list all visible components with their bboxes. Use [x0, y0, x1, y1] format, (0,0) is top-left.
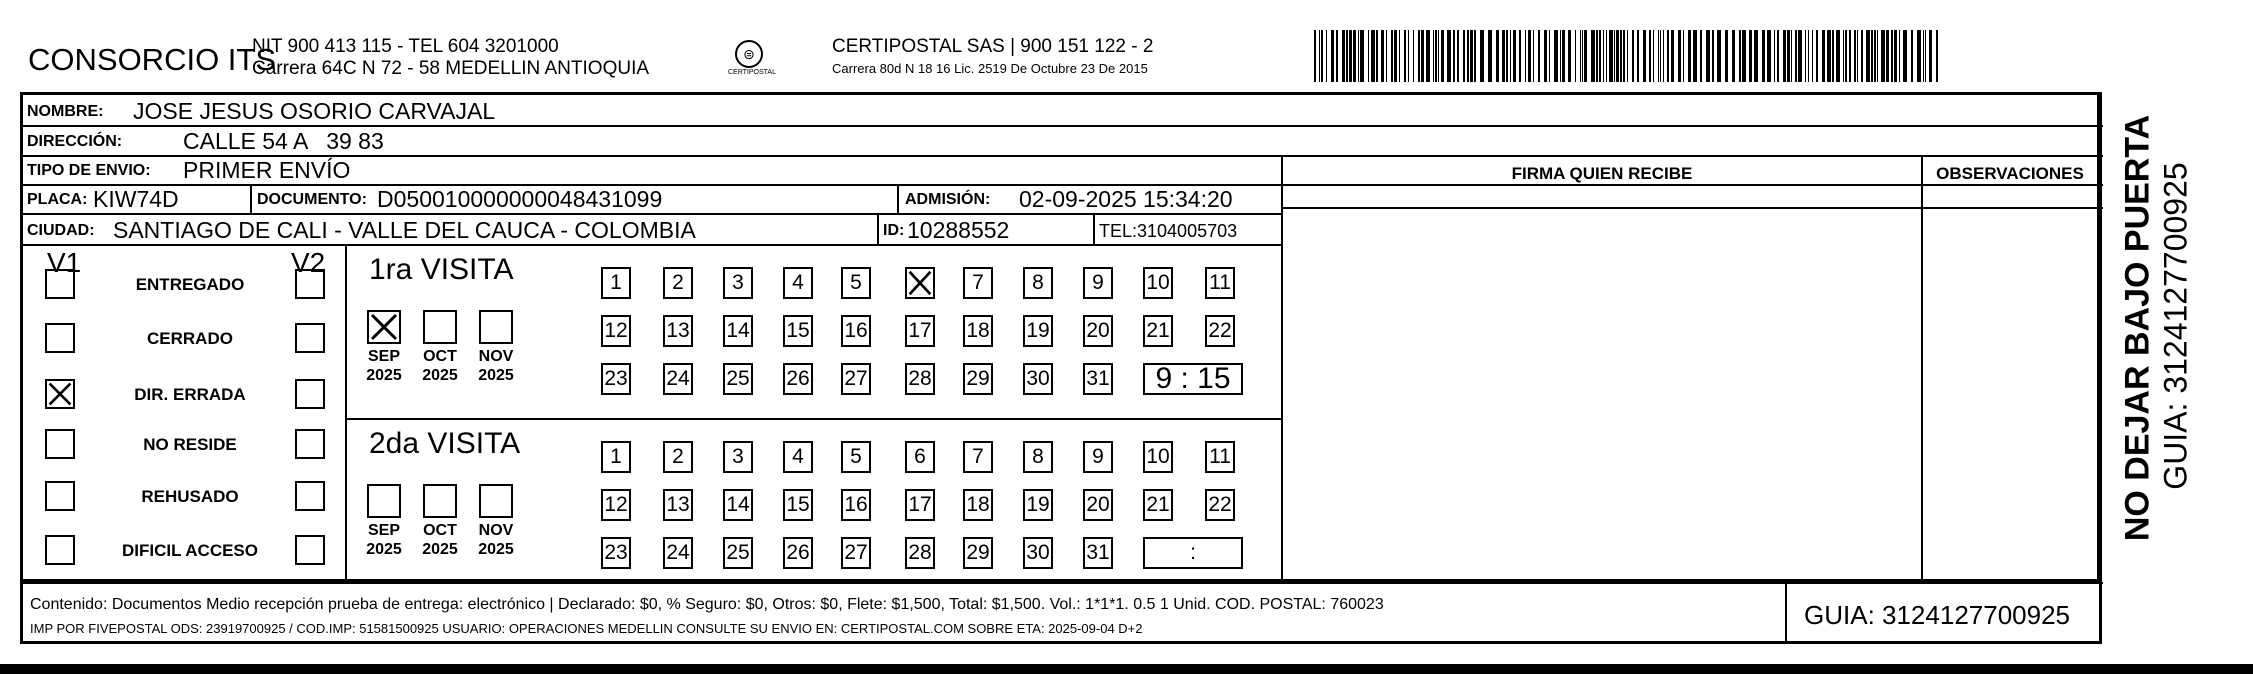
day-box[interactable]: 26: [783, 537, 813, 569]
admision-label: ADMISIÓN:: [905, 191, 991, 208]
day-box[interactable]: 29: [963, 363, 993, 395]
day-box[interactable]: 24: [663, 363, 693, 395]
firma-header: FIRMA QUIEN RECIBE: [1511, 164, 1693, 183]
month-year: 2025: [422, 541, 458, 558]
day-box[interactable]: 20: [1083, 489, 1113, 521]
certipostal-info: [832, 36, 1153, 80]
day-box[interactable]: [905, 267, 935, 299]
day-box[interactable]: 22: [1205, 315, 1235, 347]
month-name: NOV: [478, 522, 514, 539]
visit1-title: 1ra VISITA: [369, 253, 514, 286]
direccion-label: DIRECCIÓN:: [27, 133, 123, 150]
status-label: NO RESIDE: [143, 435, 237, 454]
col-divider: [2097, 95, 2099, 582]
status-label: REHUSADO: [141, 487, 239, 506]
shipping-form: [20, 92, 2102, 582]
admision-value: 02-09-2025 15:34:20: [1019, 186, 1233, 212]
side-guia: GUIA: 3124127700925: [2157, 162, 2194, 490]
logo-icon: ⊜: [735, 40, 763, 68]
footer-guia: GUIA: 3124127700925: [1804, 600, 2070, 630]
month-label: [415, 347, 465, 385]
day-box[interactable]: 11: [1205, 441, 1235, 473]
month-year: 2025: [366, 541, 402, 558]
day-box[interactable]: 25: [723, 363, 753, 395]
documento-value: D050010000000048431099: [377, 186, 663, 212]
day-box[interactable]: 13: [663, 315, 693, 347]
row-divider: [23, 244, 1283, 246]
nombre-value: JOSE JESUS OSORIO CARVAJAL: [133, 98, 496, 124]
day-box[interactable]: 3: [723, 267, 753, 299]
day-box[interactable]: 27: [841, 537, 871, 569]
day-box[interactable]: 20: [1083, 315, 1113, 347]
ciudad-label: CIUDAD:: [27, 222, 95, 239]
day-box[interactable]: 17: [905, 315, 935, 347]
day-box[interactable]: 31: [1083, 537, 1113, 569]
month-name: SEP: [367, 348, 400, 365]
month-year: 2025: [478, 367, 514, 384]
v2-checkbox[interactable]: [295, 379, 325, 409]
day-box[interactable]: 13: [663, 489, 693, 521]
col-divider: [250, 184, 252, 213]
day-box[interactable]: 14: [723, 489, 753, 521]
v1-checkbox[interactable]: [45, 535, 75, 565]
day-box[interactable]: 4: [783, 441, 813, 473]
month-name: SEP: [367, 522, 400, 539]
day-box[interactable]: 7: [963, 267, 993, 299]
day-box[interactable]: 31: [1083, 363, 1113, 395]
documento-label: DOCUMENTO:: [257, 191, 367, 208]
day-box[interactable]: 8: [1023, 441, 1053, 473]
day-box[interactable]: 2: [663, 267, 693, 299]
day-box[interactable]: 15: [783, 489, 813, 521]
month-label: [471, 521, 521, 559]
company-name: CONSORCIO ITS: [28, 42, 277, 77]
visit-divider: [345, 418, 1281, 420]
day-box[interactable]: 6: [905, 441, 935, 473]
row-divider: [23, 125, 2103, 127]
month-checkbox[interactable]: [367, 310, 401, 344]
placa-label: PLACA:: [27, 191, 88, 208]
day-box[interactable]: 9: [1083, 441, 1113, 473]
header: [0, 0, 2253, 92]
month-checkbox[interactable]: [479, 310, 513, 344]
month-year: 2025: [478, 541, 514, 558]
tel-label: [1099, 221, 1237, 242]
day-box[interactable]: 5: [841, 267, 871, 299]
day-box[interactable]: 18: [963, 489, 993, 521]
day-box[interactable]: 17: [905, 489, 935, 521]
v2-checkbox[interactable]: [295, 429, 325, 459]
day-box[interactable]: 21: [1143, 315, 1173, 347]
day-box[interactable]: 2: [663, 441, 693, 473]
day-box[interactable]: 29: [963, 537, 993, 569]
time-box[interactable]: :: [1143, 537, 1243, 569]
nombre-label: NOMBRE:: [27, 103, 104, 120]
v2-checkbox[interactable]: [295, 269, 325, 299]
month-checkbox[interactable]: [423, 484, 457, 518]
col-divider: [1921, 155, 1923, 582]
v1-checkbox[interactable]: [45, 269, 75, 299]
day-box[interactable]: 22: [1205, 489, 1235, 521]
bottom-edge: [0, 664, 2253, 674]
month-checkbox[interactable]: [367, 484, 401, 518]
tipo-envio-value: PRIMER ENVÍO: [183, 157, 351, 183]
day-box[interactable]: 11: [1205, 267, 1235, 299]
company-info: [252, 36, 649, 80]
certi-line1: CERTIPOSTAL SAS | 900 151 122 - 2: [832, 36, 1154, 57]
day-box[interactable]: 30: [1023, 363, 1053, 395]
day-box[interactable]: 19: [1023, 489, 1053, 521]
month-checkbox[interactable]: [479, 484, 513, 518]
no-dejar-bajo-puerta: NO DEJAR BAJO PUERTA: [2118, 114, 2157, 542]
v1-checkbox[interactable]: [45, 481, 75, 511]
placa-value: KIW74D: [93, 186, 179, 212]
day-box[interactable]: 18: [963, 315, 993, 347]
ciudad-value: SANTIAGO DE CALI - VALLE DEL CAUCA - COLOMBIA: [113, 217, 696, 243]
day-box[interactable]: 9: [1083, 267, 1113, 299]
day-box[interactable]: 1: [601, 441, 631, 473]
month-name: OCT: [423, 348, 457, 365]
v2-checkbox[interactable]: [295, 323, 325, 353]
day-box[interactable]: 25: [723, 537, 753, 569]
status-label: ENTREGADO: [135, 275, 245, 294]
month-year: 2025: [422, 367, 458, 384]
v1-checkbox[interactable]: [45, 323, 75, 353]
day-box[interactable]: 16: [841, 489, 871, 521]
day-box[interactable]: 14: [723, 315, 753, 347]
col-divider: [1093, 213, 1095, 244]
month-name: OCT: [423, 522, 457, 539]
day-box[interactable]: 30: [1023, 537, 1053, 569]
address-line: Carrera 64C N 72 - 58 MEDELLIN ANTIOQUIA: [252, 58, 650, 79]
day-box[interactable]: 1: [601, 267, 631, 299]
day-box[interactable]: 7: [963, 441, 993, 473]
day-box[interactable]: 10: [1143, 441, 1173, 473]
day-box[interactable]: 12: [601, 489, 631, 521]
month-label: [359, 347, 409, 385]
day-box[interactable]: 27: [841, 363, 871, 395]
v2-checkbox[interactable]: [295, 535, 325, 565]
tipo-envio-label: TIPO DE ENVIO:: [27, 162, 151, 179]
row-divider: [1283, 207, 2103, 209]
day-box[interactable]: 16: [841, 315, 871, 347]
day-box[interactable]: 24: [663, 537, 693, 569]
month-name: NOV: [478, 348, 514, 365]
status-label: DIFICIL ACCESO: [121, 541, 258, 560]
observaciones-header: OBSERVACIONES: [1936, 164, 2084, 183]
col-divider: [877, 213, 879, 244]
footer-imp: IMP POR FIVEPOSTAL ODS: 23919700925 / COD.IMP: 51581500925 USUARIO: OPERACIONES MEDELLIN CONSULTE SU ENVIO EN: CERTIPOSTAL.COM SOBRE ETA: 2025-09-04 D+2: [30, 621, 1143, 636]
month-year: 2025: [366, 367, 402, 384]
certi-line2: Carrera 80d N 18 16 Lic. 2519 De Octubre 23 De 2015: [832, 61, 1148, 76]
day-box[interactable]: 8: [1023, 267, 1053, 299]
status-label: DIR. ERRADA: [134, 385, 246, 404]
v1-header: V1: [47, 247, 82, 278]
tel-value: 3104005703: [1137, 221, 1238, 241]
status-label: CERRADO: [147, 329, 233, 348]
day-box[interactable]: 3: [723, 441, 753, 473]
col-divider: [897, 184, 899, 213]
tel-label-text: TEL:: [1099, 221, 1138, 241]
col-divider: [345, 244, 347, 582]
col-divider: [1281, 155, 1283, 582]
month-label: [359, 521, 409, 559]
day-box[interactable]: 23: [601, 363, 631, 395]
day-box[interactable]: 28: [905, 363, 935, 395]
id-label: ID:: [883, 222, 905, 239]
v2-checkbox[interactable]: [295, 481, 325, 511]
day-box[interactable]: 4: [783, 267, 813, 299]
day-box[interactable]: 23: [601, 537, 631, 569]
visit2-title: 2da VISITA: [369, 427, 521, 460]
month-label: [415, 521, 465, 559]
day-box[interactable]: 15: [783, 315, 813, 347]
id-value: 10288552: [907, 217, 1010, 243]
day-box[interactable]: 28: [905, 537, 935, 569]
time-box[interactable]: 9 : 15: [1143, 363, 1243, 395]
day-box[interactable]: 26: [783, 363, 813, 395]
month-checkbox[interactable]: [423, 310, 457, 344]
v1-checkbox[interactable]: [45, 429, 75, 459]
logo-text: CERTIPOSTAL: [728, 69, 776, 76]
direccion-value: CALLE 54 A 39 83: [183, 128, 384, 154]
v1-checkbox[interactable]: [45, 379, 75, 409]
certipostal-logo: [728, 40, 776, 80]
day-box[interactable]: 19: [1023, 315, 1053, 347]
day-box[interactable]: 10: [1143, 267, 1173, 299]
v2-header: V2: [291, 247, 326, 278]
footer-contenido: Contenido: Documentos Medio recepción prueba de entrega: electrónico | Declarado: $0, % Seguro: $0, Otros: $0, Flete: $1,500, Total: $1,500. Vol.: 1*1*1. 0.5 1 Unid. COD. POSTAL: 760023: [30, 596, 1384, 613]
month-label: [471, 347, 521, 385]
day-box[interactable]: 5: [841, 441, 871, 473]
day-box[interactable]: 21: [1143, 489, 1173, 521]
barcode: [1314, 30, 1942, 82]
nit-line: NIT 900 413 115 - TEL 604 3201000: [252, 36, 559, 57]
footer-box: [20, 582, 2102, 644]
day-box[interactable]: 12: [601, 315, 631, 347]
